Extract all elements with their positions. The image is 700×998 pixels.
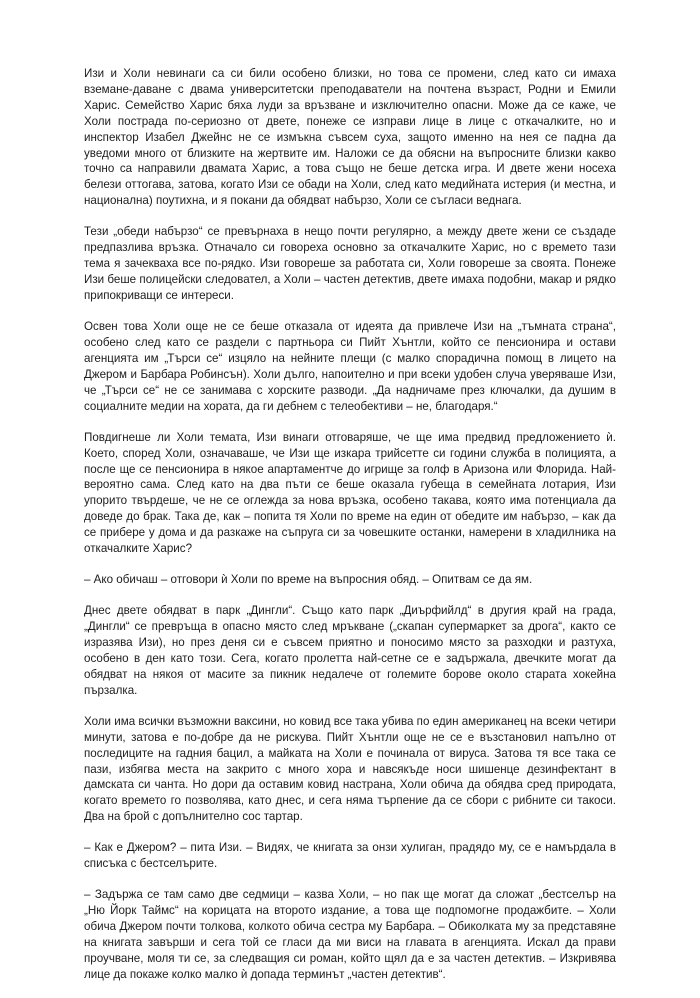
paragraph: – Ако обичаш – отговори ѝ Холи по време на въпросния обяд. – Опитвам се да ям. [84, 573, 533, 587]
paragraph: Освен това Холи още не се беше отказала от идеята да привлече Изи на „тъмната страна“, особено след като се раздели с партньора си Пийт Хънтли, който се пенсионира и остави агенцията им „Търси се“ изцяло на нейните плещи (с малко спорадична помощ в лицето на Джером и Барбара Робинсън). Холи дълго, напоително и при всеки удобен случа уверяваше Изи, че „Търси се“ не се занимава с хорските разводи. „Да надничаме през ключалки, да душим в социалните медии на хората, да ги дебнем с телеобективи – не, благодаря.“ [84, 320, 616, 413]
paragraph: Холи има всички възможни ваксини, но ковид все така убива по един американец на всеки четири минути, затова е по-добре да не рискува. Пийт Хънтли още не се е възстановил напълно от последиците на гадния бацил, а майката на Холи е починала от вируса. Затова тя все така се пази, избягва места на закрито с много хора и навсякъде носи шишенце дезинфектант в дамската си чанта. Но дори да оставим ковид настрана, Холи обича да обядва сред природата, когато времето го позволява, като днес, и сега няма търпение да се сбори с рибните си такоси. Два на брой с допълнително сос тартар. [84, 714, 616, 824]
paragraph: – Задържа се там само две седмици – казва Холи, – но пак ще могат да сложат „бестселър на „Ню Йорк Таймс“ на корицата на второто издание, а това ще подпомогне продажбите. – Холи обича Джером почти толкова, колкото обича сестра му Барбара. – Обиколката му за представяне на книгата завърши и сега той се гласи да ми виси на главата в агенцията. Искал да прави проучване, моля ти се, за следващия си роман, който щял да е за частен детектив. – Изкривява лице да покаже колко малко ѝ допада терминът „частен детектив“. [84, 888, 616, 981]
paragraph: Днес двете обядват в парк „Дингли“. Също като парк „Диърфийлд“ в другия край на града, „Дингли“ се превръща в опасно място след мръкване („скапан супермаркет за дрога“, както се изразява Изи), но през деня си е съвсем приятно и поносимо място за разходки и разтуха, особено в ден като този. Сега, когато пролетта най-сетне се е задържала, двечките могат да обядват на някоя от масите за пикник недалече от големите борове около старата хокейна пързалка. [84, 604, 616, 697]
paragraph: Повдигнеше ли Холи темата, Изи винаги отговаряше, че ще има предвид предложението ѝ. Което, според Холи, означаваше, че Изи ще изкара трийсетте си години служба в полицията, а после ще се пенсионира в някое апартаментче до игрище за голф в Аризона или Флорида. Най-вероятно сама. След като на два пъти се беше оказала губеща в семейната лотария, Изи упорито твърдеше, че не се оглежда за нова връзка, особено такава, която има потенциала да доведе до брак. Така де, как – попита тя Холи по време на един от обедите им набързо, – как да се прибере у дома и да разкаже на съпруга си за човешките останки, намерени в хладилника на откачалките Харис? [84, 430, 616, 556]
paragraph: Изи и Холи невинаги са си били особено близки, но това се промени, след като си имаха вземане-даване с двама университетски преподаватели на почтена възраст, Родни и Емили Харис. Семейство Харис бяха луди за връзване и изключително опасни. Може да се каже, че Холи пострада по-сериозно от двете, понеже се изправи лице в лице с откачалките, но и инспектор Изабел Джейнс не се измъкна съвсем суха, защото именно на нея се падна да уведоми много от близките на жертвите им. Наложи се да обясни на въпросните близки какво точно са направили двамата Харис, а това също не беше детска игра. И двете жени носеха белези оттогава, затова, когато Изи се обади на Холи, след като медийната истерия (и местна, и национална) поутихна, и я покани да обядват набързо, Холи се съгласи веднага. [84, 67, 616, 208]
document-page [84, 66, 616, 998]
paragraph: Тези „обеди набързо“ се превърнаха в нещо почти регулярно, а между двете жени се създаде предпазлива връзка. Отначало си говореха основно за откачалките Харис, но с времето тази тема я зачекваха все по-рядко. Изи говореше за работата си, Холи говореше за своята. Понеже Изи беше полицейски следовател, а Холи – частен детектив, двете имаха подобни, макар и рядко припокриващи се интереси. [84, 225, 616, 302]
paragraph: – Как е Джером? – пита Изи. – Видях, че книгата за онзи хулиган, прадядо му, се е намърдала в списъка с бестселърите. [84, 841, 616, 871]
